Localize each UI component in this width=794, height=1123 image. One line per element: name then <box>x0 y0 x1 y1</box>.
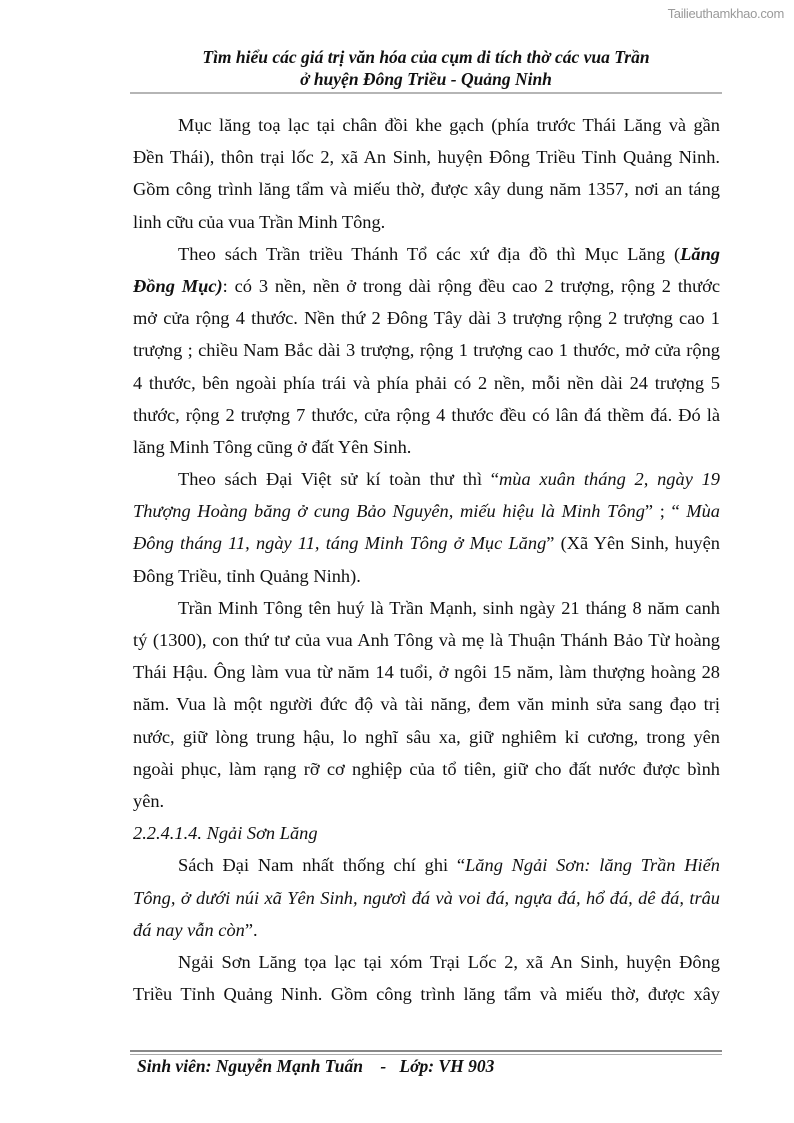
text-line <box>133 173 720 205</box>
text-run: 2.2.4.1.4. Ngải Sơn Lăng <box>133 823 318 844</box>
text-line <box>133 495 720 527</box>
header-title-line-2: ở huyện Đông Triều - Quảng Ninh <box>300 69 552 89</box>
text-run: : có 3 nền, nền ở trong dài rộng đều cao 2 trượng, rộng 2 thước <box>222 275 720 296</box>
text-line <box>133 141 720 173</box>
text-line <box>133 206 720 238</box>
text-run: mở cửa rộng 4 thước. Nền thứ 2 Đông Tây dài 3 trượng rộng 2 trượng cao 1 <box>133 308 720 329</box>
text-run: Sách Đại Nam nhất thống chí ghi “ <box>178 855 466 876</box>
text-line <box>133 946 720 978</box>
text-line <box>133 721 720 753</box>
text-run: Đông tháng 11, ngày 11, táng Minh Tông ở Mục Lăng <box>133 533 547 554</box>
text-run: lăng Minh Tông cũng ở đất Yên Sinh. <box>133 436 412 457</box>
text-line <box>133 463 720 495</box>
text-run: năm. Vua là một người đức độ và tài năng, đem văn minh sửa sang đạo trị <box>133 694 720 715</box>
text-run: tý (1300), con thứ tư của vua Anh Tông và mẹ là Thuận Thánh Bảo Từ hoàng <box>133 630 720 650</box>
text-line <box>133 882 720 914</box>
text-run: Triều Tỉnh Quảng Ninh. Gồm công trình lăng tẩm và miếu thờ, được xây <box>133 984 720 1005</box>
text-line <box>133 817 720 849</box>
text-line <box>133 270 720 302</box>
document-body <box>133 109 720 1010</box>
header-divider <box>130 92 722 94</box>
text-run: Đông Triều, tỉnh Quảng Ninh). <box>133 565 361 586</box>
text-line <box>133 914 720 946</box>
text-run: Tông, ở dưới núi xã Yên Sinh, ngươì đá và voi đá, ngựa đá, hổ đá, dê đá, trâu <box>133 887 720 908</box>
text-run: Đồng Mục) <box>133 275 223 296</box>
text-run: trượng ; chiều Nam Bắc dài 3 trượng, rộng 1 trượng cao 1 thước, mở cửa rộng <box>133 340 720 361</box>
text-line <box>133 624 720 656</box>
text-run: Thượng Hoàng băng ở cung Bảo Nguyên, miếu hiệu là Minh Tông <box>133 501 645 522</box>
text-line <box>133 399 720 431</box>
footer-text: Sinh viên: Nguyễn Mạnh Tuấn - Lớp: VH 903 <box>137 1056 495 1076</box>
text-run: Đền Thái), thôn trại lốc 2, xã An Sinh, huyện Đông Triều Tỉnh Quảng Ninh. <box>133 147 720 168</box>
text-run: 4 thước, bên ngoài phía trái và phía phải có 2 nền, mỗi nền dài 24 trượng 5 <box>133 372 720 393</box>
text-run: đá nay vẫn còn <box>133 919 245 940</box>
text-line <box>133 688 720 720</box>
text-line <box>133 109 720 141</box>
text-run: Lăng Ngải Sơn: lăng Trần Hiến <box>465 855 721 876</box>
text-run: nước, giữ lòng trung hậu, lo nghĩ sâu xa, giữ nghiêm kỉ cương, trong yên <box>133 726 720 747</box>
text-line <box>133 302 720 334</box>
text-line <box>133 849 720 881</box>
text-line <box>133 527 720 559</box>
text-run: Theo sách Trần triều Thánh Tổ các xứ địa đồ thì Mục Lăng ( <box>178 243 681 264</box>
text-line <box>133 367 720 399</box>
text-line <box>133 785 720 817</box>
text-run: yên. <box>133 790 165 811</box>
text-run: Gồm công trình lăng tẩm và miếu thờ, được xây dung năm 1357, nơi an táng <box>133 179 720 200</box>
text-line <box>133 431 720 463</box>
text-run: thước, rộng 2 trượng 7 thước, cửa rộng 4 thước đều có lân đá thềm đá. Đó là <box>133 404 720 425</box>
text-line <box>133 592 720 624</box>
text-run: Trần Minh Tông tên huý là Trần Mạnh, sinh ngày 21 tháng 8 năm canh <box>178 597 720 618</box>
text-line <box>133 560 720 592</box>
text-line <box>133 978 720 1010</box>
text-run: mùa xuân tháng 2, ngày 19 <box>498 469 720 490</box>
text-run: Thái Hậu. Ông làm vua từ năm 14 tuổi, ở ngôi 15 năm, làm thượng hoàng 28 <box>133 662 720 683</box>
footer-divider <box>130 1050 722 1055</box>
running-header <box>130 46 722 90</box>
text-line <box>133 656 720 688</box>
text-line <box>133 238 720 270</box>
text-line <box>133 753 720 785</box>
watermark: Tailieuthamkhao.com <box>667 6 784 21</box>
text-run: Theo sách Đại Việt sử kí toàn thư thì “ <box>178 469 499 490</box>
text-run: Mục lăng toạ lạc tại chân đồi khe gạch (phía trước Thái Lăng và gần <box>178 115 720 135</box>
text-run: ” ; “ <box>644 501 687 522</box>
text-run: Ngải Sơn Lăng tọa lạc tại xóm Trại Lốc 2, xã An Sinh, huyện Đông <box>178 951 720 972</box>
text-run: linh cữu của vua Trần Minh Tông. <box>133 211 386 232</box>
text-run: Lăng <box>680 243 720 264</box>
text-run: ”. <box>244 919 258 940</box>
text-line <box>133 334 720 366</box>
text-run: ngoài phục, làm rạng rỡ cơ nghiệp của tổ tiên, giữ cho đất nước được bình <box>133 758 720 779</box>
header-title-line-1: Tìm hiểu các giá trị văn hóa của cụm di tích thờ các vua Trần <box>202 47 650 67</box>
text-run: ” (Xã Yên Sinh, huyện <box>546 533 720 554</box>
text-run: Mùa <box>686 501 720 522</box>
